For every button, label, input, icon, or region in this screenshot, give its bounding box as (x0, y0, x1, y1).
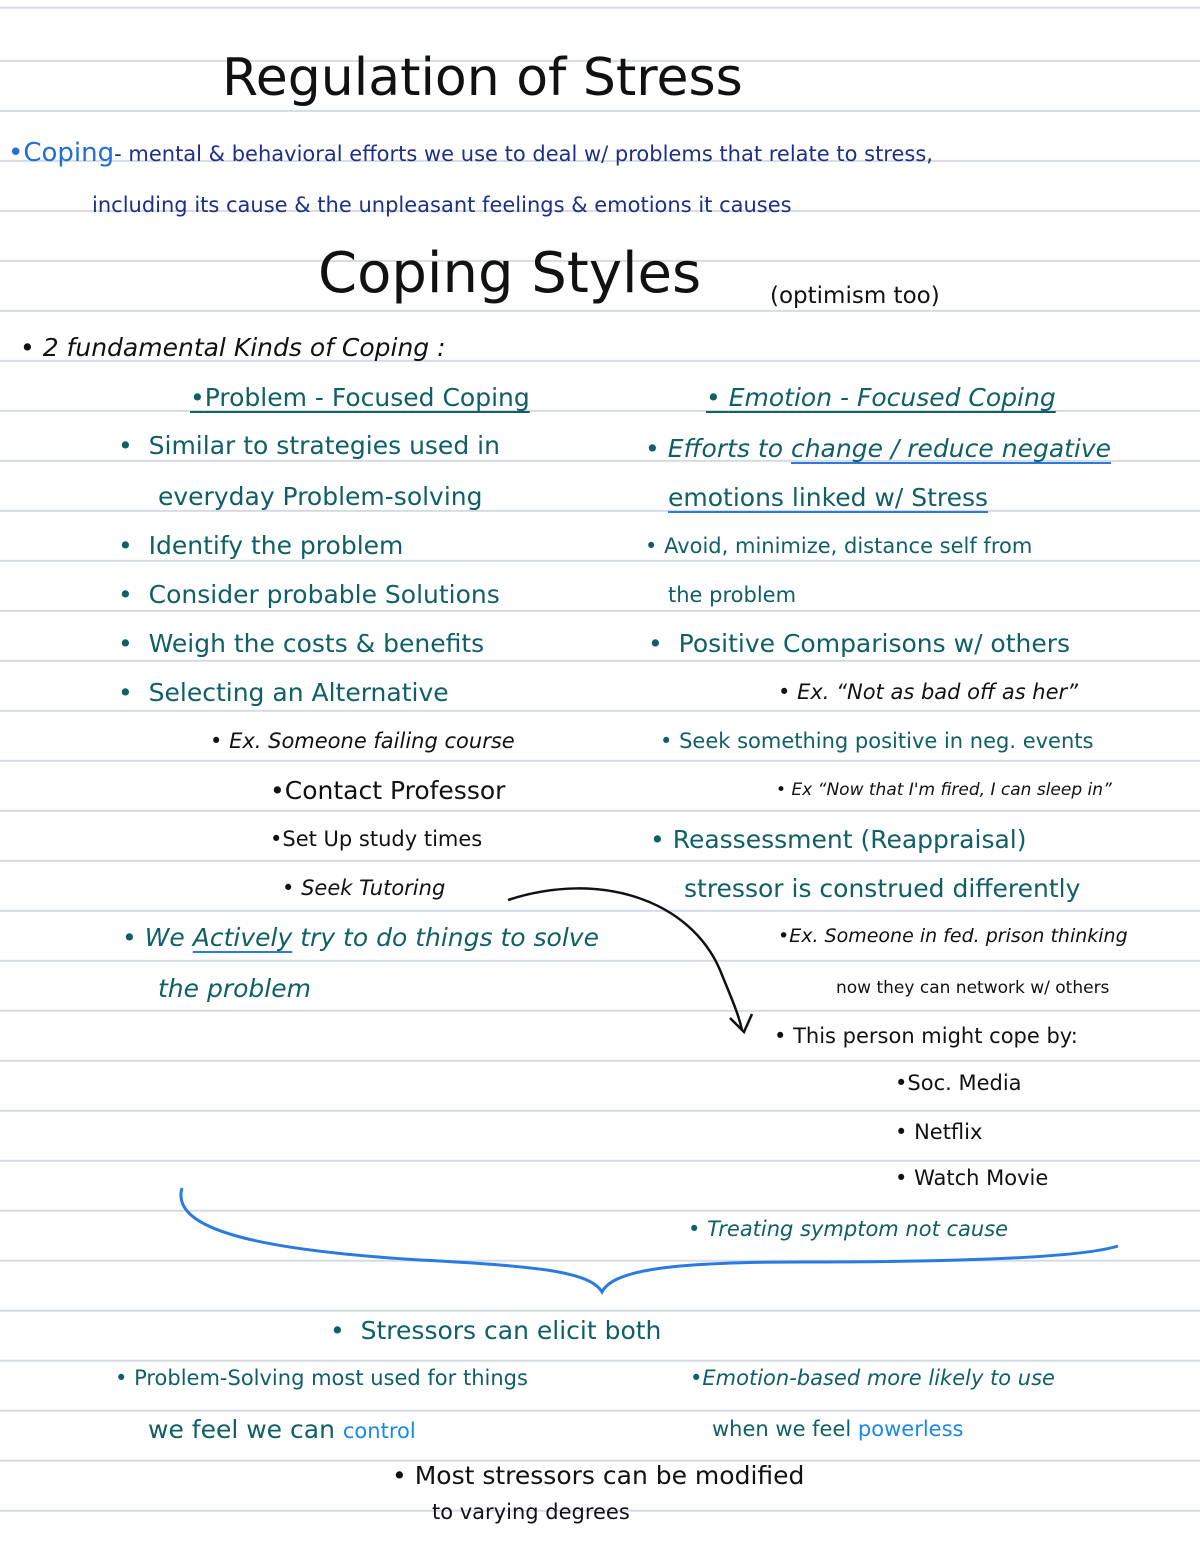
bullet-dot: • (118, 531, 149, 560)
ef-reassess-example-text: Ex. Someone in fed. prison thinking (789, 925, 1128, 947)
arrow-line (508, 888, 742, 1030)
pf-example-item-text: Set Up study times (282, 827, 483, 851)
ef-reassessment-line-2: stressor is construed differently (684, 874, 1081, 903)
bullet-dot: • (282, 876, 302, 900)
definition-line-2: including its cause & the unpleasant feelings & emotions it causes (92, 193, 792, 217)
summary-problem-text: Problem-Solving most used for things (134, 1366, 528, 1390)
ef-efforts-prefix: Efforts to (667, 434, 783, 463)
brace (181, 1188, 1118, 1292)
pf-example-item-text: Seek Tutoring (301, 876, 446, 900)
bullet-dot: • (190, 383, 205, 412)
bullet-dot: • (778, 925, 790, 947)
ef-avoid-line-2: the problem (668, 583, 797, 607)
bullet-dot: • (706, 383, 729, 412)
page-title: Regulation of Stress (222, 48, 743, 108)
ef-treating-text: Treating symptom not cause (707, 1217, 1009, 1241)
bullet-dot: • (776, 780, 792, 800)
section-heading: Coping Styles (318, 241, 702, 306)
bullet-dot: • (118, 629, 149, 658)
pf-item-text: Consider probable Solutions (148, 580, 500, 609)
summary-powerless-word: powerless (857, 1417, 964, 1441)
bullet-dot: • (650, 825, 673, 854)
bullet-dot: • (270, 827, 283, 851)
bullet-dot: • (115, 1366, 135, 1390)
pf-active-line-2: the problem (158, 974, 311, 1003)
bullet-dot: • (270, 776, 285, 805)
summary-emotion-text: Emotion-based more likely to use (702, 1366, 1055, 1390)
bullet-dot: • (118, 678, 149, 707)
bullet-dot: • (118, 431, 149, 460)
ef-avoid-text: Avoid, minimize, distance self from (664, 534, 1033, 558)
bullet-dot: • (118, 580, 149, 609)
bullet-dot: • (895, 1120, 915, 1144)
ef-cope-item-text: Netflix (914, 1120, 983, 1144)
summary-modified-text: Most stressors can be modified (414, 1461, 805, 1490)
bullet-dot: • (210, 729, 230, 753)
kinds-intro-text: 2 fundamental Kinds of Coping : (42, 333, 446, 362)
ef-person-cope-text: This person might cope by: (793, 1024, 1078, 1048)
bullet-dot: • (895, 1166, 915, 1190)
bullet-dot: • (645, 434, 668, 463)
ef-positive-comparisons-text: Positive Comparisons w/ others (678, 629, 1071, 658)
bullet-dot: • (330, 1316, 361, 1345)
bullet-dot: • (774, 1024, 794, 1048)
pf-active-suffix: try to do things to solve (300, 923, 599, 952)
summary-control-word: control (342, 1419, 416, 1443)
summary-modified-line-2: to varying degrees (432, 1500, 630, 1524)
pf-item-text: Similar to strategies used in (148, 431, 500, 460)
bullet-dot: • (20, 333, 43, 362)
ef-seek-example-text: Ex “Now that I'm fired, I can sleep in” (791, 780, 1112, 800)
definition-term: Coping (23, 138, 115, 168)
bullet-dot: • (895, 1071, 908, 1095)
bullet-dot: • (690, 1366, 703, 1390)
pf-item-text: Identify the problem (148, 531, 404, 560)
ef-reassessment-text: Reassessment (Reappraisal) (672, 825, 1027, 854)
bullet-dot: • (778, 680, 798, 704)
ef-seek-positive-text: Seek something positive in neg. events (679, 729, 1094, 753)
bullet-dot: • (392, 1461, 415, 1490)
pf-example-item-text: Contact Professor (284, 776, 506, 805)
ef-cope-item-text: Watch Movie (914, 1166, 1049, 1190)
summary-problem-prefix: we feel we can (148, 1415, 335, 1444)
ef-cope-item-text: Soc. Media (907, 1071, 1022, 1095)
ef-reassess-example-line-2: now they can network w/ others (836, 978, 1110, 998)
bullet-dot: • (8, 138, 24, 168)
problem-focused-heading-text: Problem - Focused Coping (204, 383, 530, 412)
section-note: (optimism too) (770, 283, 940, 309)
summary-emotion-prefix: when we feel (712, 1417, 852, 1441)
definition-text: - mental & behavioral efforts we use to deal w/ problems that relate to stress, (114, 142, 933, 166)
ef-efforts-highlight: change / reduce negative (790, 434, 1112, 463)
pf-active-prefix: We (144, 923, 185, 952)
summary-both-text: Stressors can elicit both (360, 1316, 662, 1345)
bullet-dot: • (660, 729, 680, 753)
bullet-dot: • (645, 534, 665, 558)
bullet-dot: • (122, 923, 145, 952)
pf-example-text: Ex. Someone failing course (229, 729, 515, 753)
pf-active-word: Actively (192, 923, 293, 952)
bullet-dot: • (648, 629, 679, 658)
pf-item-2: everyday Problem-solving (158, 482, 483, 511)
pf-item-text: Selecting an Alternative (148, 678, 449, 707)
ef-efforts-line-2: emotions linked w/ Stress (668, 483, 989, 512)
ef-pc-example-text: Ex. “Not as bad off as her” (797, 680, 1079, 704)
bullet-dot: • (688, 1217, 708, 1241)
pf-item-text: Weigh the costs & benefits (148, 629, 485, 658)
emotion-focused-heading-text: Emotion - Focused Coping (728, 383, 1056, 412)
